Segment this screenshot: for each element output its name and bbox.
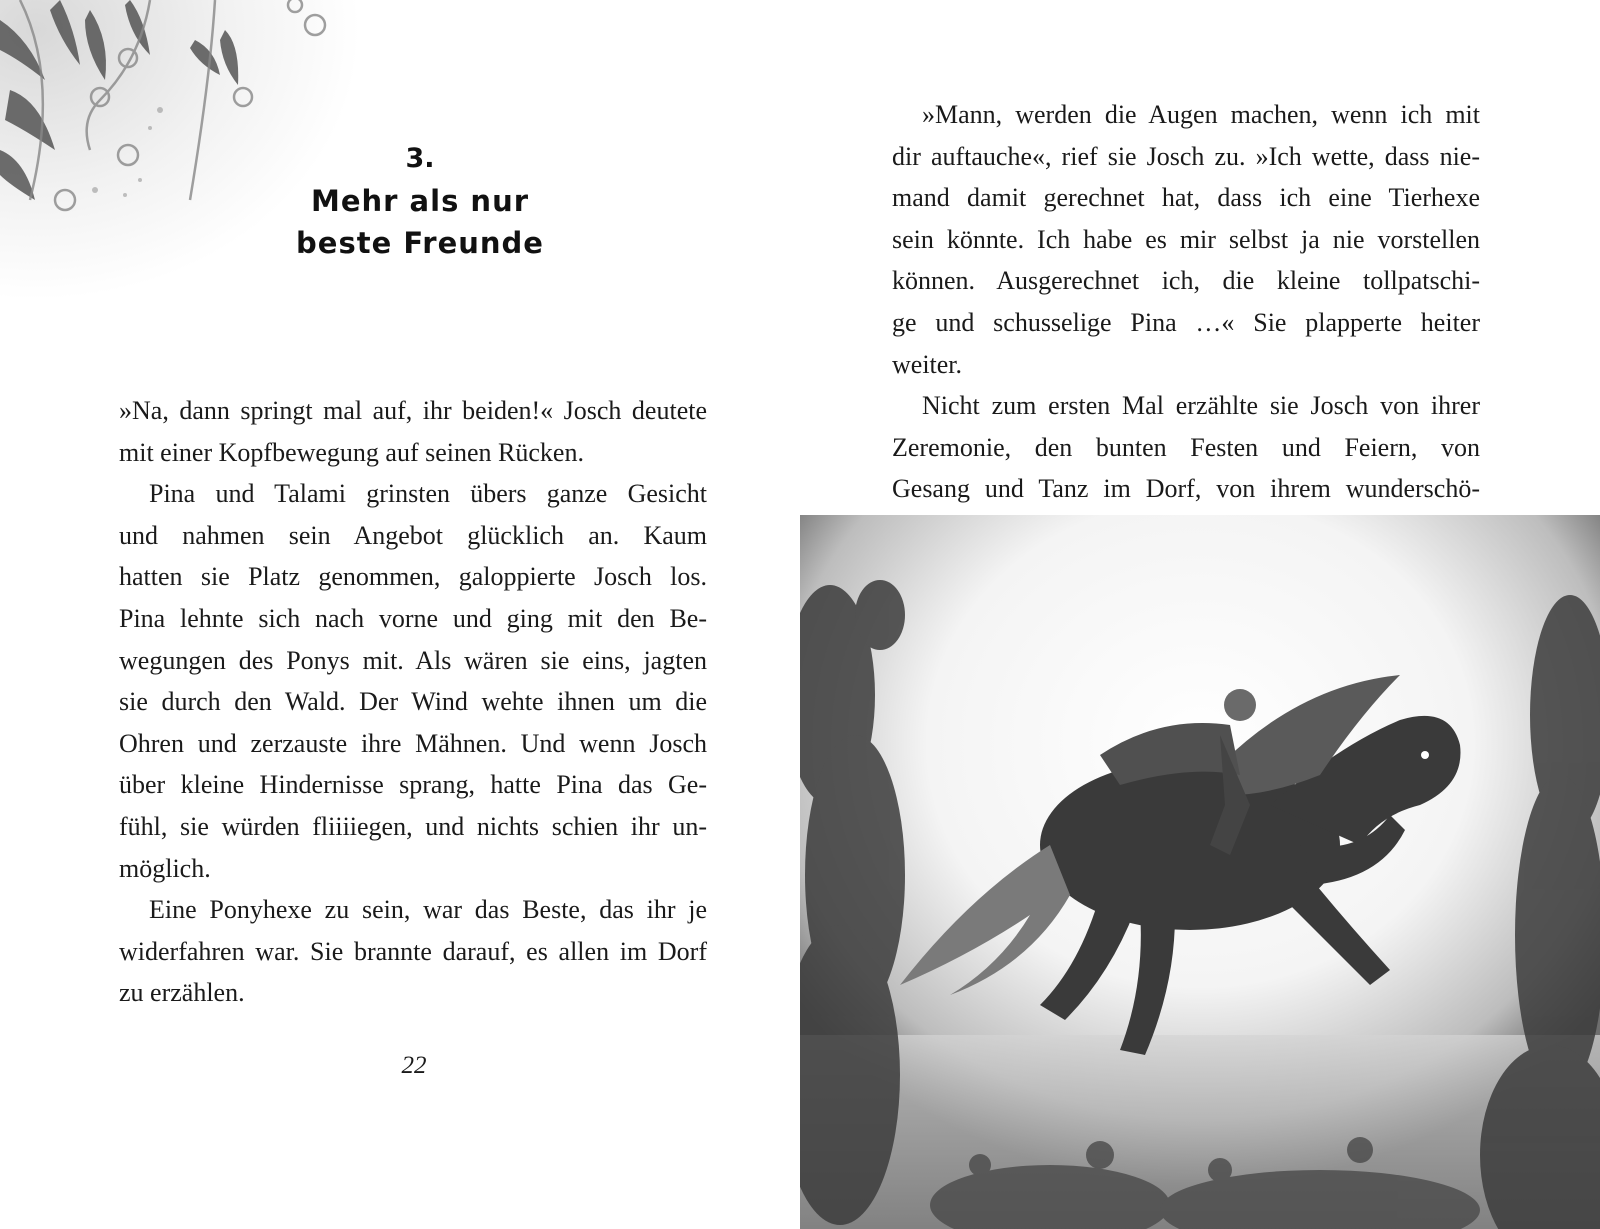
text-line: möglich. (119, 853, 211, 883)
text-line: können. Ausgerechnet ich, die kleine tollpatschi- (892, 266, 1480, 296)
text-line: über kleine Hindernisse sprang, hatte Pina das Ge- (119, 770, 707, 800)
text-line: dir auftauche«, rief sie Josch zu. »Ich wette, dass nie- (892, 141, 1480, 171)
page-number: 22 (401, 1052, 427, 1079)
chapter-title-line-2: beste Freunde (296, 226, 544, 260)
chapter-number: 3. (405, 143, 435, 174)
left-page-body-text (119, 390, 707, 1014)
text-line: Nicht zum ersten Mal erzählte sie Josch von ihrer (922, 391, 1480, 421)
pony-rider-illustration-icon (800, 515, 1600, 1229)
text-line: mit einer Kopfbewegung auf seinen Rücken. (119, 437, 584, 467)
text-line: widerfahren war. Sie brannte darauf, es allen im Dorf (119, 936, 707, 966)
text-line: »Na, dann springt mal auf, ihr beiden!« Josch deutete (119, 396, 707, 425)
text-line: wegungen des Ponys mit. Als wären sie eins, jagten (119, 645, 707, 675)
text-line: »Mann, werden die Augen machen, wenn ich mit (922, 100, 1480, 129)
text-line: weiter. (892, 349, 963, 379)
text-line: mand damit gerechnet hat, dass ich eine Tierhexe (892, 183, 1480, 213)
chapter-heading (250, 138, 590, 264)
text-line: sein könnte. Ich habe es mir selbst ja nie vorstellen (892, 224, 1480, 254)
text-line: Gesang und Tanz im Dorf, von ihrem wunderschö- (892, 474, 1480, 504)
text-line: Ohren und zerzauste ihre Mähnen. Und wenn Josch (119, 728, 707, 758)
chapter-title-line-1: Mehr als nur (310, 184, 530, 218)
text-line: Pina und Talami grinsten übers ganze Gesicht (149, 479, 707, 509)
text-line: fühl, sie würden fliiiiegen, und nichts schien ihr un- (119, 811, 707, 841)
text-line: zu erzählen. (119, 978, 245, 1008)
text-line: Zeremonie, den bunten Festen und Feiern, von (892, 432, 1480, 462)
text-line: sie durch den Wald. Der Wind wehte ihnen um die (119, 687, 707, 717)
text-line: hatten sie Platz genommen, galoppierte Josch los. (119, 562, 707, 592)
text-line: Eine Ponyhexe zu sein, war das Beste, das ihr je (149, 895, 707, 925)
right-page-body-text (892, 94, 1480, 510)
text-line: Pina lehnte sich nach vorne und ging mit den Be- (119, 603, 707, 633)
text-line: ge und schusselige Pina …« Sie plapperte heiter (892, 307, 1480, 337)
text-line: und nahmen sein Angebot glücklich an. Kaum (119, 520, 707, 550)
